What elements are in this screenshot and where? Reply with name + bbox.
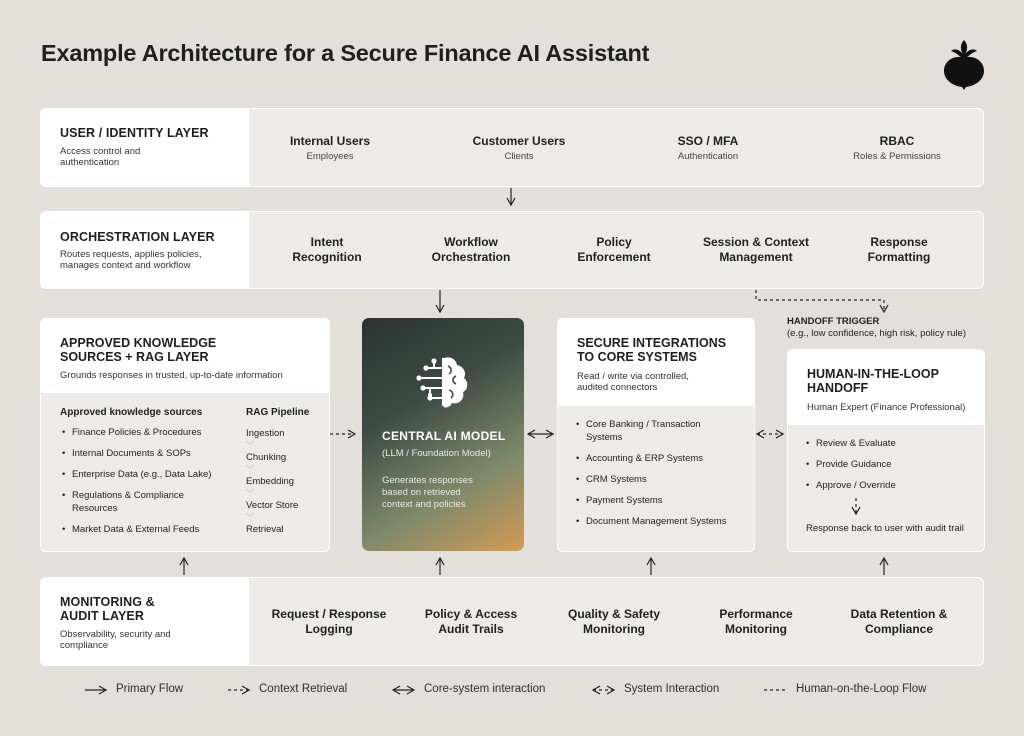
arrow-handoff-trigger: [756, 290, 884, 312]
human-footer: Response back to user with audit trail: [806, 523, 964, 534]
user-item-sub: Roles & Permissions: [853, 151, 941, 162]
rag-step: Chunking: [246, 452, 287, 463]
monitoring-item: Quality & Safety Monitoring: [567, 607, 661, 636]
user-item-title: Customer Users: [472, 134, 566, 148]
integration-item: • Document Management Systems: [576, 516, 755, 529]
chevron-down-icon: ﹀: [246, 489, 254, 498]
user-item-title: SSO / MFA: [677, 134, 739, 148]
human-item: • Approve / Override: [806, 480, 966, 493]
rag-step: Ingestion: [246, 428, 285, 439]
integration-item: • Payment Systems: [576, 495, 751, 508]
user-item-sub: Authentication: [677, 151, 739, 162]
rag-heading: RAG Pipeline: [246, 407, 310, 418]
human-title: HUMAN-IN-THE-LOOP HANDOFF: [807, 367, 939, 395]
orchestration-item: Workflow Orchestration: [431, 235, 511, 264]
monitoring-item: Data Retention & Compliance: [850, 607, 948, 636]
monitoring-item: Request / Response Logging: [271, 607, 387, 636]
source-item: • Finance Policies & Procedures: [62, 427, 222, 440]
rag-step: Vector Store: [246, 500, 299, 511]
monitoring-item: Performance Monitoring: [719, 607, 793, 636]
integration-item: • CRM Systems: [576, 474, 751, 487]
orchestration-item: Policy Enforcement: [577, 235, 651, 264]
knowledge-title: APPROVED KNOWLEDGE SOURCES + RAG LAYER: [60, 336, 217, 364]
human-item: • Provide Guidance: [806, 459, 966, 472]
central-title: CENTRAL AI MODEL: [382, 429, 506, 443]
orchestration-item: Intent Recognition: [292, 235, 362, 264]
legend-primary-flow: Primary Flow: [116, 683, 184, 695]
chevron-down-icon: ﹀: [246, 513, 254, 522]
monitoring-item: Policy & Access Audit Trails: [424, 607, 518, 636]
human-subtitle: Human Expert (Finance Professional): [807, 402, 966, 413]
source-item: • Regulations & Compliance Resources: [62, 490, 212, 515]
integration-item: • Core Banking / Transaction Systems: [576, 419, 736, 444]
sources-heading: Approved knowledge sources: [60, 407, 203, 418]
legend-human-loop-flow: Human-on-the-Loop Flow: [796, 683, 927, 695]
central-subtitle: (LLM / Foundation Model): [382, 448, 491, 459]
user-item-sub: Clients: [504, 151, 534, 162]
source-item: • Enterprise Data (e.g., Data Lake): [62, 469, 222, 482]
source-item: • Internal Documents & SOPs: [62, 448, 222, 461]
user-item-sub: Employees: [306, 151, 354, 162]
integrations-subtitle: Read / write via controlled, audited connectors: [577, 371, 689, 393]
orchestration-item: Response Formatting: [867, 235, 931, 264]
user-layer-title: USER / IDENTITY LAYER: [60, 126, 209, 140]
user-layer-subtitle: Access control and authentication: [60, 146, 141, 168]
handoff-trigger-title: HANDOFF TRIGGER: [787, 316, 880, 327]
rag-step: Embedding: [246, 476, 295, 487]
monitoring-layer-title: MONITORING & AUDIT LAYER: [60, 595, 155, 623]
orchestration-item: Session & Context Management: [702, 235, 810, 264]
legend-context-retrieval: Context Retrieval: [259, 683, 348, 695]
human-item: • Review & Evaluate: [806, 438, 966, 451]
monitoring-layer-subtitle: Observability, security and compliance: [60, 629, 171, 651]
chevron-down-icon: ﹀: [246, 441, 254, 450]
rag-step: Retrieval: [246, 524, 284, 535]
chevron-down-icon: ﹀: [246, 465, 254, 474]
user-item-title: Internal Users: [289, 134, 371, 148]
orchestration-layer-title: ORCHESTRATION LAYER: [60, 230, 215, 244]
legend-core-system-interaction: Core-system interaction: [424, 683, 546, 695]
central-description: Generates responses based on retrieved context and policies: [382, 475, 473, 510]
user-item-title: RBAC: [879, 134, 915, 148]
page-title: Example Architecture for a Secure Finance AI Assistant: [41, 40, 650, 66]
source-item: • Market Data & External Feeds: [62, 524, 222, 537]
integration-item: • Accounting & ERP Systems: [576, 453, 751, 466]
orchestration-layer-subtitle: Routes requests, applies policies, manages context and workflow: [60, 249, 202, 271]
knowledge-subtitle: Grounds responses in trusted, up-to-date information: [60, 370, 283, 381]
handoff-trigger-subtitle: (e.g., low confidence, high risk, policy rule): [787, 328, 966, 339]
legend-system-interaction: System Interaction: [624, 683, 720, 695]
integrations-title: SECURE INTEGRATIONS TO CORE SYSTEMS: [577, 336, 727, 364]
